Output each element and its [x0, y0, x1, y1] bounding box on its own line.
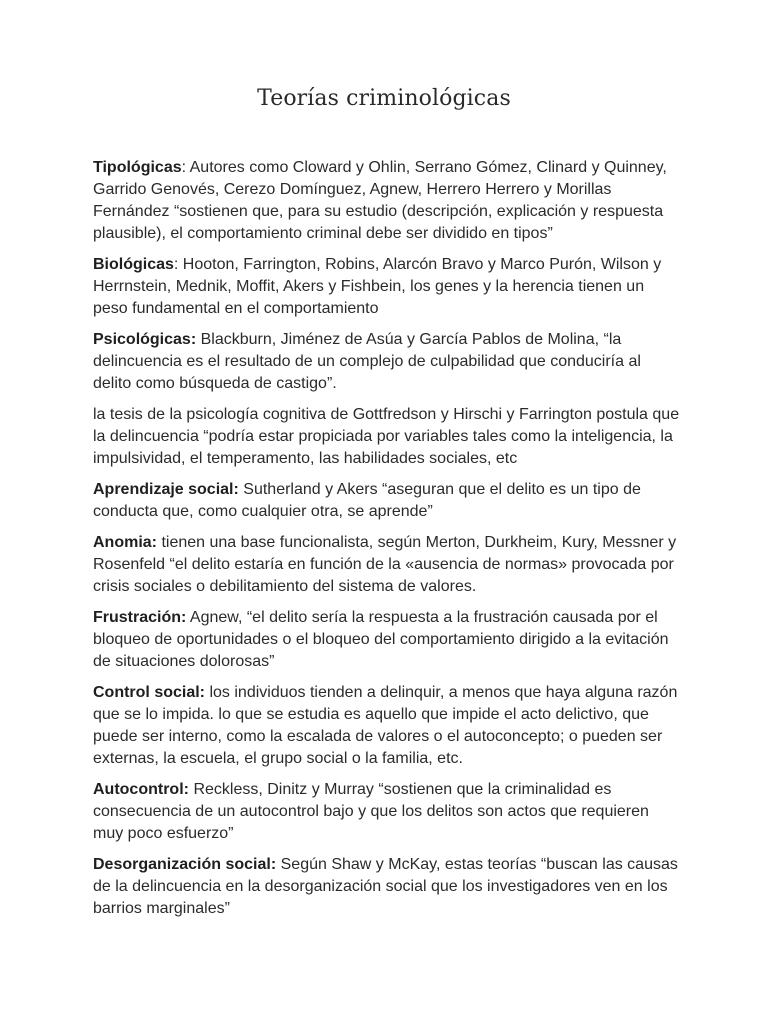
paragraph-text: Autores como Cloward y Ohlin, Serrano Gómez, Clinard y Quinney, Garrido Genovés, Cerezo Domínguez, Agnew, Herrero Herrero y Morillas Fernández “sostienen que, para su estudio (descripción, explicación y respuesta plausible), el comportamiento criminal debe ser dividido en tipos” — [93, 159, 667, 242]
term-label: Aprendizaje social: — [93, 481, 239, 498]
term-label: Autocontrol: — [93, 781, 189, 798]
term-label: Control social: — [93, 684, 206, 701]
page-title: Teorías criminológicas — [257, 86, 511, 111]
term-label: Anomia: — [93, 534, 157, 551]
paragraph-aprendizaje-social — [93, 479, 683, 523]
paragraph-text: Según Shaw y McKay, estas teorías “buscan las causas de la delincuencia en la desorganización social que los investigadores ven en los barrios marginales” — [93, 856, 678, 917]
paragraph-text: tienen una base funcionalista, según Merton, Durkheim, Kury, Messner y Rosenfeld “el delito estaría en función de la «ausencia de normas» provocada por crisis sociales o debilitamiento del sistema de valores. — [93, 534, 677, 595]
paragraph-control-social — [93, 682, 683, 770]
paragraph-desorganizacion-social — [93, 854, 683, 920]
paragraph-text: Agnew, “el delito sería la respuesta a la frustración causada por el bloqueo de oportunidades o el bloqueo del comportamiento dirigido a la evitación de situaciones dolorosas” — [93, 609, 669, 670]
paragraph-biologicas — [93, 254, 683, 320]
term-label: Psicológicas: — [93, 331, 197, 348]
paragraph-text: los individuos tienden a delinquir, a menos que haya alguna razón que se lo impida. lo que se estudia es aquello que impide el acto delictivo, que puede ser interno, como la escalada de valores o el autoconcepto; o pueden ser externas, la escuela, el grupo social o la familia, etc. — [93, 684, 678, 767]
term-label: Desorganización social: — [93, 856, 277, 873]
paragraph-frustracion — [93, 607, 683, 673]
term-label: Frustración: — [93, 609, 187, 626]
paragraph-tipologicas — [93, 157, 683, 245]
paragraph-text: Hooton, Farrington, Robins, Alarcón Bravo y Marco Purón, Wilson y Herrnstein, Mednik, Moffit, Akers y Fishbein, los genes y la herencia tienen un peso fundamental en el comportamiento — [93, 256, 662, 317]
paragraph-text: Sutherland y Akers “aseguran que el delito es un tipo de conducta que, como cualquier otra, se aprende” — [93, 481, 641, 520]
term-label: Biológicas — [93, 256, 174, 273]
paragraph-psicologia-cognitiva — [93, 404, 683, 470]
paragraph-text: Blackburn, Jiménez de Asúa y García Pablos de Molina, “la delincuencia es el resultado de un complejo de culpabilidad que conduciría al delito como búsqueda de castigo”. — [93, 331, 641, 392]
paragraph-anomia — [93, 532, 683, 598]
paragraph-psicologicas — [93, 329, 683, 395]
term-separator: : — [181, 159, 190, 176]
paragraph-text: la tesis de la psicología cognitiva de Gottfredson y Hirschi y Farrington postula que la delincuencia “podría estar propiciada por variables tales como la inteligencia, la impulsividad, el temperamento, las habilidades sociales, etc — [93, 406, 680, 467]
term-label: Tipológicas — [93, 159, 182, 176]
paragraph-text: Reckless, Dinitz y Murray “sostienen que la criminalidad es consecuencia de un autocontrol bajo y que los delitos son actos que requieren muy poco esfuerzo” — [93, 781, 649, 842]
paragraph-autocontrol — [93, 779, 683, 845]
document-body — [93, 157, 683, 929]
term-separator: : — [173, 256, 183, 273]
